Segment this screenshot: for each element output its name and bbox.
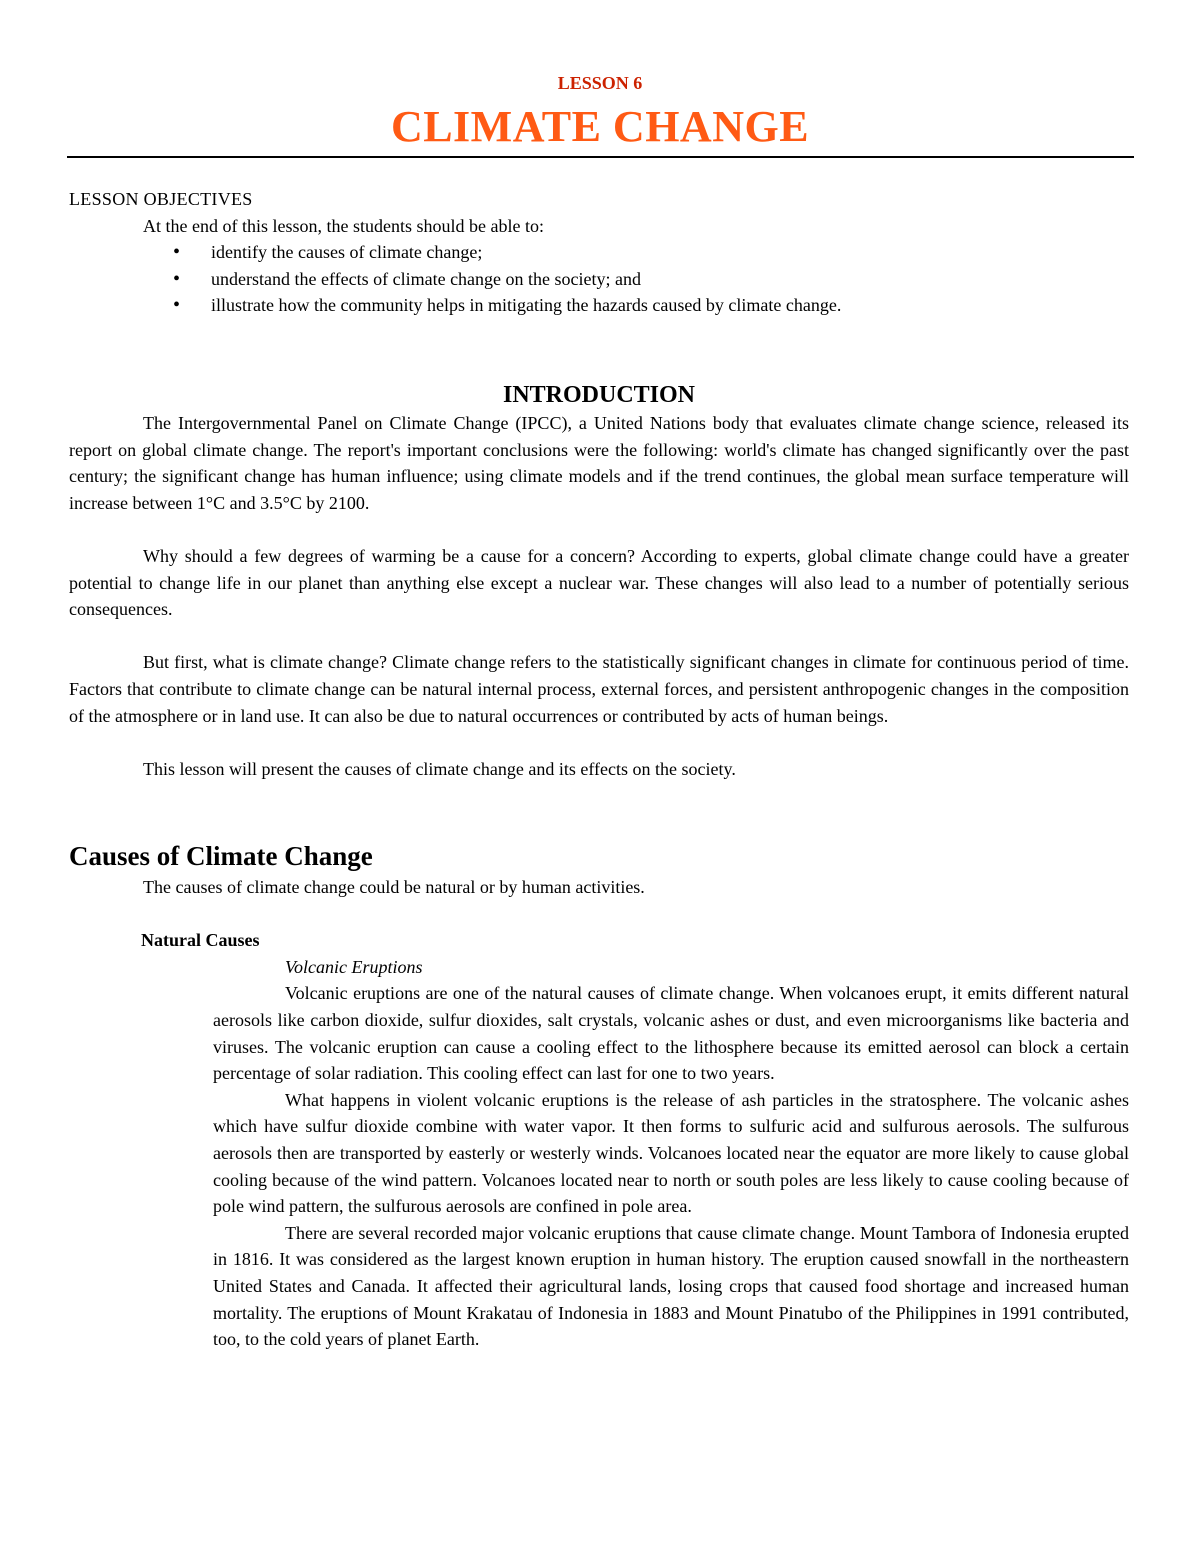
intro-paragraph: Why should a few degrees of warming be a cause for a concern? According to experts, global climate change could have a greater potential to change life in our planet than anything else except a nuclear war. These changes will also lead to a number of potentially serious consequences. — [69, 545, 1129, 620]
title-divider — [67, 156, 1134, 158]
objective-item: • understand the effects of climate change on the society; and — [143, 266, 1129, 293]
objectives-heading: LESSON OBJECTIVES — [69, 189, 253, 209]
page-title: CLIMATE CHANGE — [390, 102, 810, 151]
objectives-intro: At the end of this lesson, the students should be able to: — [143, 215, 544, 236]
volcanic-paragraph: What happens in violent volcanic eruptions is the release of ash particles in the stratosphere. The volcanic ashes which have sulfur dioxide combine with water vapor. It then forms to sulfuric acid and sulfurous aerosols. The sulfurous aerosols then are transported by easterly or westerly winds. Volcanoes located near the equator are more likely to cause global cooling because of the wind pattern. Volcanoes located near to north or south poles are less likely to cause cooling because of pole wind pattern, the sulfurous aerosols are confined in pole area. — [213, 1089, 1129, 1217]
introduction-section — [69, 380, 1129, 782]
lesson-number: LESSON 6 — [557, 73, 643, 93]
intro-paragraph: This lesson will present the causes of climate change and its effects on the society. — [143, 758, 736, 779]
volcanic-eruptions — [141, 954, 1129, 1353]
volcanic-eruptions-heading: Volcanic Eruptions — [285, 956, 423, 977]
introduction-heading: INTRODUCTION — [502, 382, 696, 408]
volcanic-paragraph: Volcanic eruptions are one of the natural causes of climate change. When volcanoes erupt, it emits different natural aerosols like carbon dioxide, sulfur dioxides, salt crystals, volcanic ashes or dust, and even microorganisms like bacteria and viruses. The volcanic eruption can cause a cooling effect to the lithosphere because its emitted aerosol can block a certain percentage of solar radiation. This cooling effect can last for one to two years. — [213, 983, 1129, 1084]
intro-paragraph: The Intergovernmental Panel on Climate Change (IPCC), a United Nations body that evaluates climate change science, released its report on global climate change. The report's important conclusions were the following: world's climate has changed significantly over the past century; the significant change has human influence; using climate models and if the trend continues, the global mean surface temperature will increase between 1°C and 3.5°C by 2100. — [69, 413, 1129, 513]
lesson-objectives — [69, 186, 1129, 319]
causes-heading: Causes of Climate Change — [69, 841, 373, 871]
objective-item: • illustrate how the community helps in mitigating the hazards caused by climate change. — [143, 292, 1129, 319]
intro-paragraph: But first, what is climate change? Climate change refers to the statistically significant changes in climate for continuous period of time. Factors that contribute to climate change can be natural internal process, external forces, and persistent anthropogenic changes in the composition of the atmosphere or in land use. It can also be due to natural occurrences or contributed by acts of human beings. — [69, 652, 1129, 726]
causes-intro: The causes of climate change could be natural or by human activities. — [143, 877, 645, 897]
volcanic-paragraph: There are several recorded major volcanic eruptions that cause climate change. Mount Tambora of Indonesia erupted in 1816. It was considered as the largest known eruption in human history. The eruption caused snowfall in the northeastern United States and Canada. It affected their agricultural lands, losing crops that caused food shortage and increased human mortality. The eruptions of Mount Krakatau of Indonesia in 1883 and Mount Pinatubo of the Philippines in 1991 contributed, too, to the cold years of planet Earth. — [213, 1222, 1129, 1350]
natural-causes-heading: Natural Causes — [141, 930, 260, 951]
natural-causes — [69, 927, 1129, 1353]
causes-section — [69, 838, 1129, 1353]
objectives-list — [69, 239, 1129, 319]
objective-item: • identify the causes of climate change; — [143, 239, 1129, 266]
